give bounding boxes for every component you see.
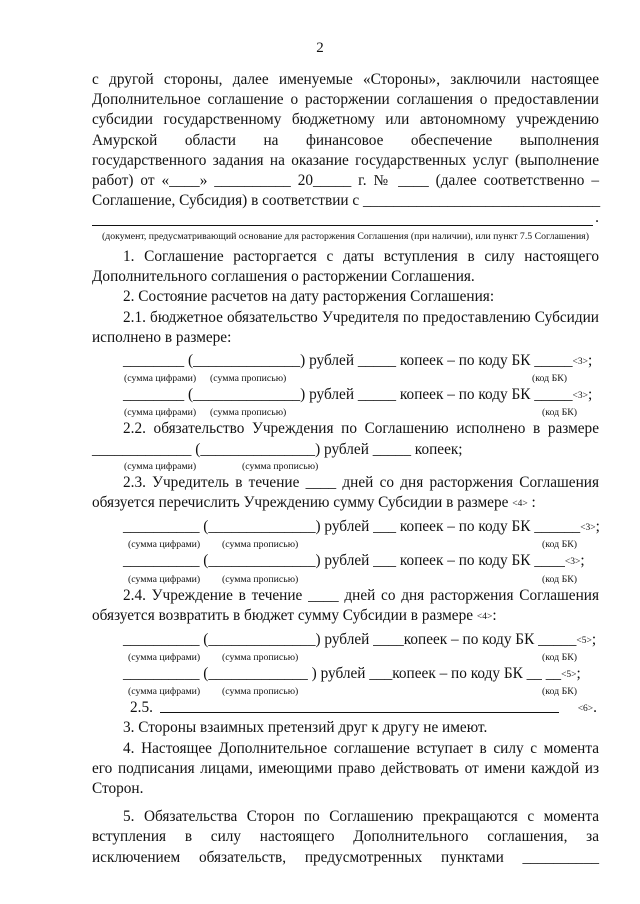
sum-row-2-2-captions (92, 460, 599, 473)
paragraph-2-4-text: обязуется возвратить в бюджет сумму Субсидии в размере (92, 606, 474, 624)
paragraph-1-line: Дополнительного соглашения о расторжении Соглашения. (92, 268, 475, 286)
caption-sum-words: (сумма прописью) (210, 407, 287, 419)
footnote-ref-5: <5> (561, 670, 577, 681)
caption-sum-words: (сумма прописью) (222, 686, 299, 698)
document-body (92, 70, 599, 868)
paragraph-5-line: исключением обязательств, предусмотренных пунктами __________ (92, 848, 599, 866)
punctuation: ; (580, 552, 585, 570)
sum-row-f-captions (92, 685, 599, 698)
paragraph-2-4-line: 2.4. Учреждение в течение ____ дней со дня расторжения Соглашения (123, 586, 599, 604)
caption-bk: (код БК) (542, 686, 577, 698)
sum-row-text: ________ (______________) рублей _____ копеек – по коду БК _____ (123, 351, 573, 369)
caption-sum-words: (сумма прописью) (242, 460, 319, 472)
punctuation: ; (576, 665, 581, 683)
caption-sum-digits: (сумма цифрами) (124, 460, 197, 472)
paragraph-2-5-blank (160, 698, 559, 713)
sum-row-a (92, 351, 599, 372)
punctuation: ; (595, 518, 600, 536)
footnote-ref-4: <4> (512, 498, 528, 509)
sum-row-b (92, 385, 599, 406)
footnote-ref-3: <3> (580, 523, 596, 534)
intro-line: с другой стороны, далее именуемые «Стороны», заключили настоящее (92, 71, 599, 88)
sum-row-b-captions (92, 406, 599, 419)
paragraph-2-3-text: обязуется перечислить Учреждению сумму Субсидии в размере (92, 493, 509, 511)
paragraph-4-line: 4. Настоящее Дополнительное соглашение вступает в силу с момента (123, 739, 599, 757)
caption-bk: (код БК) (542, 652, 577, 664)
sum-row-e-captions (92, 651, 599, 664)
caption-bk: (код БК) (542, 407, 577, 419)
footnote-ref-4: <4> (476, 611, 493, 622)
intro-line: субсидии государственному бюджетному или автономному учреждению (92, 111, 599, 129)
punctuation: : (531, 493, 536, 511)
footnote-ref-3: <3> (564, 557, 581, 568)
sum-row-text: ________ (______________) рублей _____ копеек – по коду БК _____ (123, 386, 573, 404)
caption-bk: (код БК) (532, 373, 567, 385)
paragraph-1-line: 1. Соглашение расторгается с даты вступления в силу настоящего (123, 247, 599, 265)
sum-row-d (92, 551, 599, 572)
caption-sum-words: (сумма прописью) (222, 573, 299, 585)
sum-row-f (92, 664, 599, 685)
paragraph-2-1-line: исполнено в размере: (92, 328, 232, 346)
caption-sum-digits: (сумма цифрами) (128, 686, 201, 698)
paragraph-2-1-line: 2.1. бюджетное обязательство Учредителя по предоставлению Субсидии (123, 308, 599, 326)
intro-line: Дополнительное соглашение о расторжении соглашения о предоставлении (92, 91, 599, 109)
caption-sum-digits: (сумма цифрами) (124, 407, 197, 419)
punctuation: : (492, 606, 497, 624)
sum-row-c-captions (92, 538, 599, 551)
paragraph-4-line: его подписания лицами, имеющими право действовать от имени каждой из (92, 759, 599, 777)
punctuation: ; (591, 630, 597, 648)
footnote-ref-3: <3> (572, 356, 588, 367)
page-number: 2 (316, 40, 324, 56)
paragraph-2-5-ref (578, 698, 597, 719)
paragraph-2: 2. Состояние расчетов на дату расторжения Соглашения: (123, 288, 495, 306)
caption-bk: (код БК) (542, 539, 577, 551)
basis-caption: (документ, предусматривающий основание для расторжения Соглашения (при наличии), или пункт 7.5 Соглашения) (102, 231, 589, 243)
intro-line: Соглашение, Субсидия) в соответствии с _______________________________ (92, 192, 601, 210)
caption-sum-digits: (сумма цифрами) (128, 652, 201, 664)
paragraph-3: 3. Стороны взаимных претензий друг к другу не имеют. (123, 719, 488, 737)
caption-sum-words: (сумма прописью) (210, 373, 287, 385)
caption-bk: (код БК) (542, 573, 577, 585)
sum-row-c (92, 517, 599, 538)
sum-row-text: __________ (_____________ ) рублей ___копеек – по коду БК __ __ (123, 665, 562, 683)
caption-sum-digits: (сумма цифрами) (128, 573, 201, 585)
caption-sum-digits: (сумма цифрами) (128, 539, 201, 551)
intro-paragraph (92, 70, 599, 227)
intro-line: работ) от «____» __________ 20_____ г. № ____ (далее соответственно – (92, 172, 599, 190)
footnote-ref-6: <6> (577, 704, 594, 715)
caption-sum-digits: (сумма цифрами) (124, 373, 197, 385)
footnote-ref-5: <5> (576, 635, 592, 646)
paragraph-2-3-line: 2.3. Учредитель в течение ____ дней со дня расторжения Соглашения (123, 473, 599, 491)
sum-row-a-captions (92, 372, 599, 385)
footnote-ref-3: <3> (572, 391, 588, 402)
paragraph-4-line: Сторон. (92, 779, 144, 797)
intro-line: государственного задания на оказание государственных услуг (выполнение (92, 151, 599, 169)
sum-row-text: __________ (______________) рублей ____копеек – по коду БК _____ (123, 630, 577, 648)
sum-row-text: __________ (______________) рублей ___ копеек – по коду БК ____ (123, 552, 565, 570)
intro-line: Амурской области на финансовое обеспечение выполнения (92, 131, 599, 149)
punctuation: ; (588, 351, 593, 369)
paragraph-5-line: вступления в силу настоящего Дополнительного соглашения, за (92, 828, 599, 846)
punctuation: . (593, 699, 597, 717)
sum-row-e (92, 630, 599, 651)
sum-row-2-2: _____________ (_______________) рублей _____ копеек; (92, 440, 463, 458)
paragraph-5-line: 5. Обязательства Сторон по Соглашению прекращаются с момента (123, 808, 599, 826)
caption-sum-words: (сумма прописью) (222, 652, 299, 664)
paragraph-2-2: 2.2. обязательство Учреждения по Соглашению исполнено в размере (123, 420, 599, 438)
basis-blank-line (92, 211, 599, 227)
sum-row-text: __________ (______________) рублей ___ копеек – по коду БК ______ (123, 518, 581, 536)
paragraph-2-5 (92, 698, 599, 718)
punctuation: ; (588, 386, 593, 404)
caption-sum-words: (сумма прописью) (222, 539, 299, 551)
paragraph-2-5-label: 2.5. (130, 699, 153, 717)
paragraph-2-3-line (92, 493, 599, 514)
intro-end-period: . (595, 209, 599, 227)
paragraph-2-4-line (92, 606, 599, 627)
sum-row-d-captions (92, 573, 599, 586)
